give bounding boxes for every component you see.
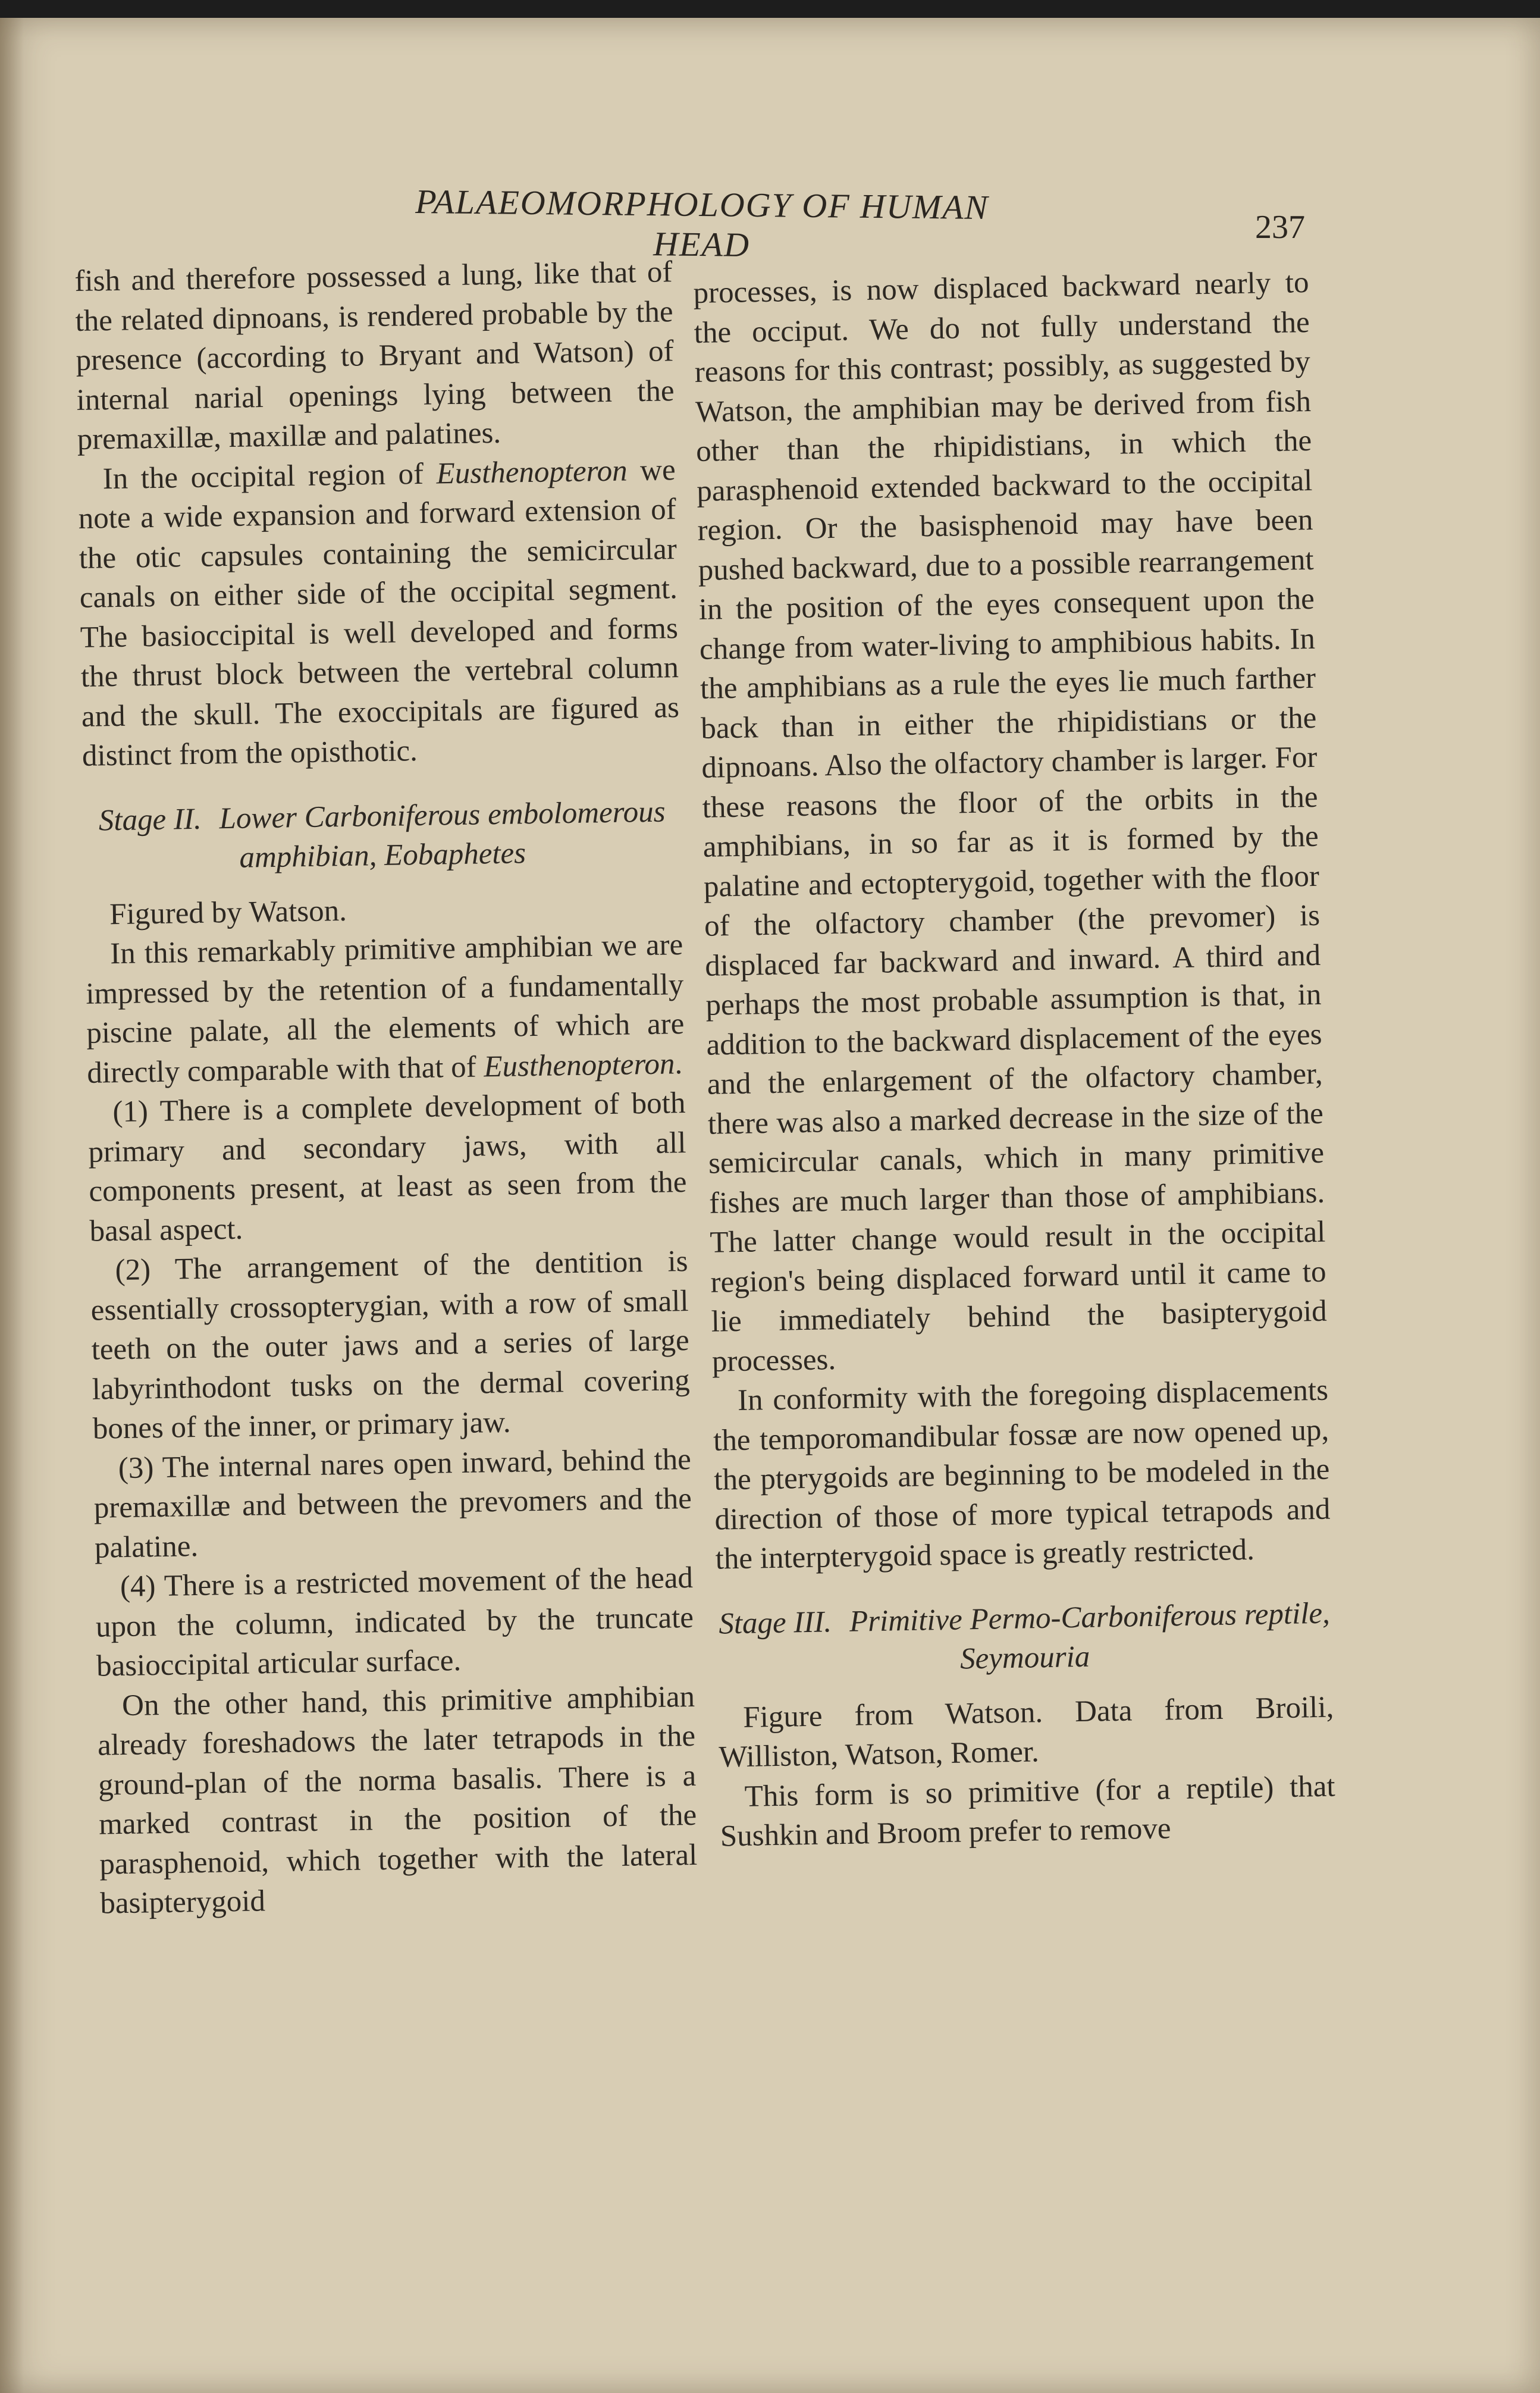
section-label: Stage II. — [98, 802, 202, 837]
page-number: 237 — [1255, 209, 1305, 246]
paragraph: processes, is now displaced backward nearly to the occiput. We do not fully understand the reasons for this contrast; possibly, as suggested by Watson, the amphibian may be derived from fish other than the rhipidistians, in which the parasphenoid extended backward to the occipital region. Or the basisphenoid may have been pushed backward, due to a possible rearrangement in the position of the eyes consequent upon the change from water-living to amphibious habits. In the amphibians as a rule the eyes lie much farther back than in either the rhipidistians or the dipnoans. Also the olfactory chamber is larger. For these reasons the floor of the orbits in the amphibians, in so far as it is formed by the palatine and ectopterygoid, together with the floor of the olfactory chamber (the prevomer) is displaced far backward and inward. A third and perhaps the most probable assumption is that, in addition to the backward displacement of the eyes and the enlargement of the olfactory chamber, there was also a marked decrease in the size of the semicircular canals, which in many primitive fishes are much larger than those of amphibians. The latter change would result in the occipital region's being displaced forward until it came to lie immediately behind the basipterygoid processes. — [693, 265, 1328, 1379]
section-heading — [83, 792, 682, 880]
paragraph: (2) The arrangement of the dentition is essentially crossopterygian, with a row of small teeth on the outer jaws and a series of large labyrinthodont tusks on the dermal covering bones of the inner, or primary jaw. — [90, 1245, 691, 1446]
section-title: Primitive Permo-Carboniferous reptile, Seymouria — [849, 1596, 1331, 1676]
text-run: In the occipital region of — [102, 456, 437, 496]
text-run: In this remarkably primitive amphibian we are impressed by the retention of a fundamentally piscine palate, all the elements of which are directly comparable with that of — [85, 928, 685, 1090]
paragraph: Figure from Watson. Data from Broili, Williston, Watson, Romer. — [719, 1690, 1334, 1774]
text-run: . — [674, 1047, 683, 1080]
paragraph: fish and therefore possessed a lung, like that of the related dipnoans, is rendered probable by the presence (according to Bryant and Watson) of internal narial openings lying between the premaxillæ, maxillæ and palatines. — [74, 255, 675, 456]
section-title: Lower Carboniferous embolomerous amphibian, Eobaphetes — [219, 795, 666, 875]
right-column — [693, 263, 1336, 1856]
paragraph: (1) There is a complete development of both primary and secondary jaws, with all components present, at least as seen from the basal aspect. — [88, 1086, 687, 1248]
paragraph: In conformity with the foregoing displacements the temporomandibular fossæ are now opened up, the pterygoids are beginning to be modeled in the direction of those of more typical tetrapods and the interpterygoid space is greatly restricted. — [713, 1373, 1331, 1576]
running-head: PALAEOMORPHOLOGY OF HUMAN HEAD — [415, 181, 989, 264]
book-page — [0, 18, 1540, 2393]
italic-term: Eusthenopteron — [483, 1047, 675, 1083]
paragraph: Figured by Watson. — [109, 894, 347, 931]
paragraph: (3) The internal nares open inward, behind the premaxillæ and between the prevomers and the palatine. — [93, 1442, 692, 1565]
paragraph: This form is so primitive (for a reptile) that Sushkin and Broom prefer to remove — [720, 1769, 1336, 1853]
text-run: we note a wide expansion and forward extension of the otic capsules containing the semicircular canals on either side of the occipital segment. The basioccipital is well developed and forms the thrust block between the vertebral column and the skull. The exoccipitals are figured as distinct from the opisthotic. — [78, 453, 680, 773]
section-heading — [716, 1593, 1333, 1683]
section-label: Stage III. — [718, 1605, 832, 1641]
paragraph — [85, 925, 685, 1093]
page-header — [0, 181, 1540, 264]
paragraph — [77, 450, 680, 776]
paragraph: (4) There is a restricted movement of the head upon the column, indicated by the truncate basioccipital articular surface. — [95, 1561, 694, 1683]
italic-term: Eusthenopteron — [436, 453, 628, 490]
paragraph: On the other hand, this primitive amphibian already foreshadows the later tetrapods in the ground-plan of the norma basalis. There is a marked contrast in the position of the parasphenoid, which together with the lateral basipterygoid — [97, 1680, 698, 1921]
left-column — [74, 252, 698, 1924]
